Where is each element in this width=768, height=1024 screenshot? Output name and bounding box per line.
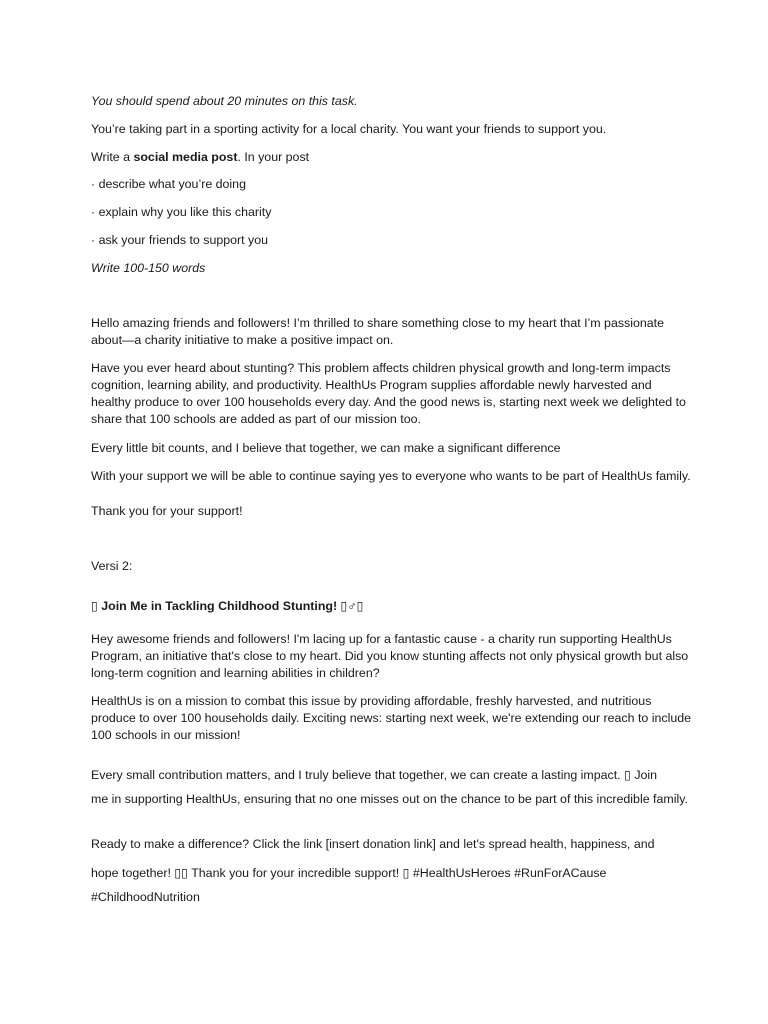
instruction-time: You should spend about 20 minutes on this task. xyxy=(91,94,358,108)
v2-paragraph-3-line: Every small contribution matters, and I truly believe that together, we can create a lasting impact. ▯ Join xyxy=(91,768,658,782)
v1-paragraph-4: With your support we will be able to continue saying yes to everyone who wants to be part of HealthUs family. xyxy=(91,469,691,483)
write-bold-term: social media post xyxy=(133,150,238,164)
v1-paragraph-3: Every little bit counts, and I believe that together, we can make a significant difference xyxy=(91,441,561,455)
bullet-item: · explain why you like this charity xyxy=(91,205,272,219)
v2-paragraph-4-cont: hope together! ▯▯ Thank you for your incredible support! ▯ #HealthUsHeroes #RunForACause xyxy=(91,866,607,880)
version-label: Versi 2: xyxy=(91,559,133,573)
v2-paragraph-4-line: Ready to make a difference? Click the link [insert donation link] and let's spread health, happiness, and xyxy=(91,837,655,851)
write-instruction: Write a social media post. In your post xyxy=(91,150,310,164)
v2-hashtag: #ChildhoodNutrition xyxy=(91,890,200,904)
bullet-item: · describe what you’re doing xyxy=(91,177,246,191)
v1-paragraph-1: Hello amazing friends and followers! I’m thrilled to share something close to my heart that I’m passionate about—a charity initiative to make a positive impact on. xyxy=(91,316,664,347)
v2-paragraph-1: Hey awesome friends and followers! I'm lacing up for a fantastic cause - a charity run supporting HealthUs Program, an initiative that's close to my heart. Did you know stunting affects not only physical growth but also long-term cognition and learning abilities in children? xyxy=(91,632,689,680)
v2-paragraph-3-cont: me in supporting HealthUs, ensuring that no one misses out on the chance to be part of this incredible family. xyxy=(91,792,688,806)
v1-paragraph-5: Thank you for your support! xyxy=(91,504,243,518)
word-count: Write 100-150 words xyxy=(91,261,206,275)
v2-paragraph-2: HealthUs is on a mission to combat this issue by providing affordable, freshly harvested, and nutritious produce to over 100 households daily. Exciting news: starting next week, we're extending our reach to include 100 schools in our mission! xyxy=(91,694,691,742)
scenario-text: You’re taking part in a sporting activity for a local charity. You want your friends to support you. xyxy=(91,122,607,136)
bullet-item: · ask your friends to support you xyxy=(91,233,268,247)
v1-paragraph-2: Have you ever heard about stunting? This problem affects children physical growth and long-term impacts cognition, learning ability, and productivity. HealthUs Program supplies affordable newly harvested and healthy produce to over 100 households every day. And the good news is, starting next week we delighted to share that 100 schools are added as part of our mission too. xyxy=(91,361,686,426)
v2-heading: ▯ Join Me in Tackling Childhood Stunting! ▯♂▯ xyxy=(91,599,364,613)
